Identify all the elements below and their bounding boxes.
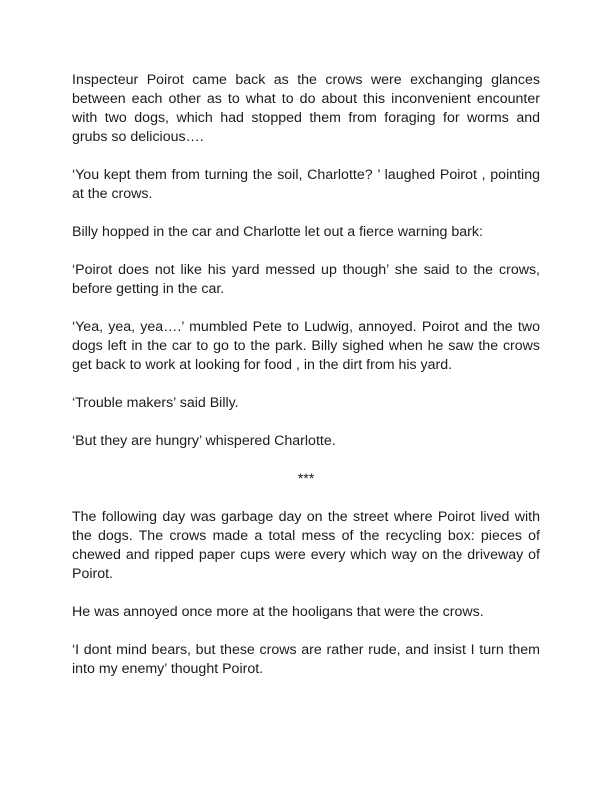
paragraph-annoyed: He was annoyed once more at the hooligans that were the crows. [72, 604, 484, 620]
paragraph-garbage-day: The following day was garbage day on the street where Poirot lived with the dogs. The crows made a total mess of the recycling box: pieces of chewed and ripped paper cups were every which way on the driveway of Poirot. [72, 509, 540, 582]
paragraph-pete-mumbles: ‘Yea, yea, yea….’ mumbled Pete to Ludwig, annoyed. Poirot and the two dogs left in the car to go to the park. Billy sighed when he saw the crows get back to work at looking for food , in the dirt from his yard. [72, 319, 540, 373]
paragraph-charlotte-warns: ‘Poirot does not like his yard messed up though’ she said to the crows, before getting in the car. [72, 262, 540, 297]
paragraph-crows-rude: ‘I dont mind bears, but these crows are rather rude, and insist I turn them into my enemy’ thought Poirot. [72, 642, 540, 677]
section-separator: *** [297, 471, 315, 487]
paragraph-hungry: ‘But they are hungry’ whispered Charlotte. [72, 433, 336, 449]
paragraph-billy-hops: Billy hopped in the car and Charlotte let out a fierce warning bark: [72, 224, 483, 240]
paragraph-poirot-laughs: ‘You kept them from turning the soil, Charlotte? ’ laughed Poirot , pointing at the crows. [72, 167, 540, 202]
body-text [72, 71, 540, 679]
paragraph-trouble-makers: ‘Trouble makers’ said Billy. [72, 395, 239, 411]
paragraph-crows-glances: Inspecteur Poirot came back as the crows were exchanging glances between each other as to what to do about this inconvenient encounter with two dogs, which had stopped them from foraging for worms and grubs so delicious…. [72, 72, 540, 145]
